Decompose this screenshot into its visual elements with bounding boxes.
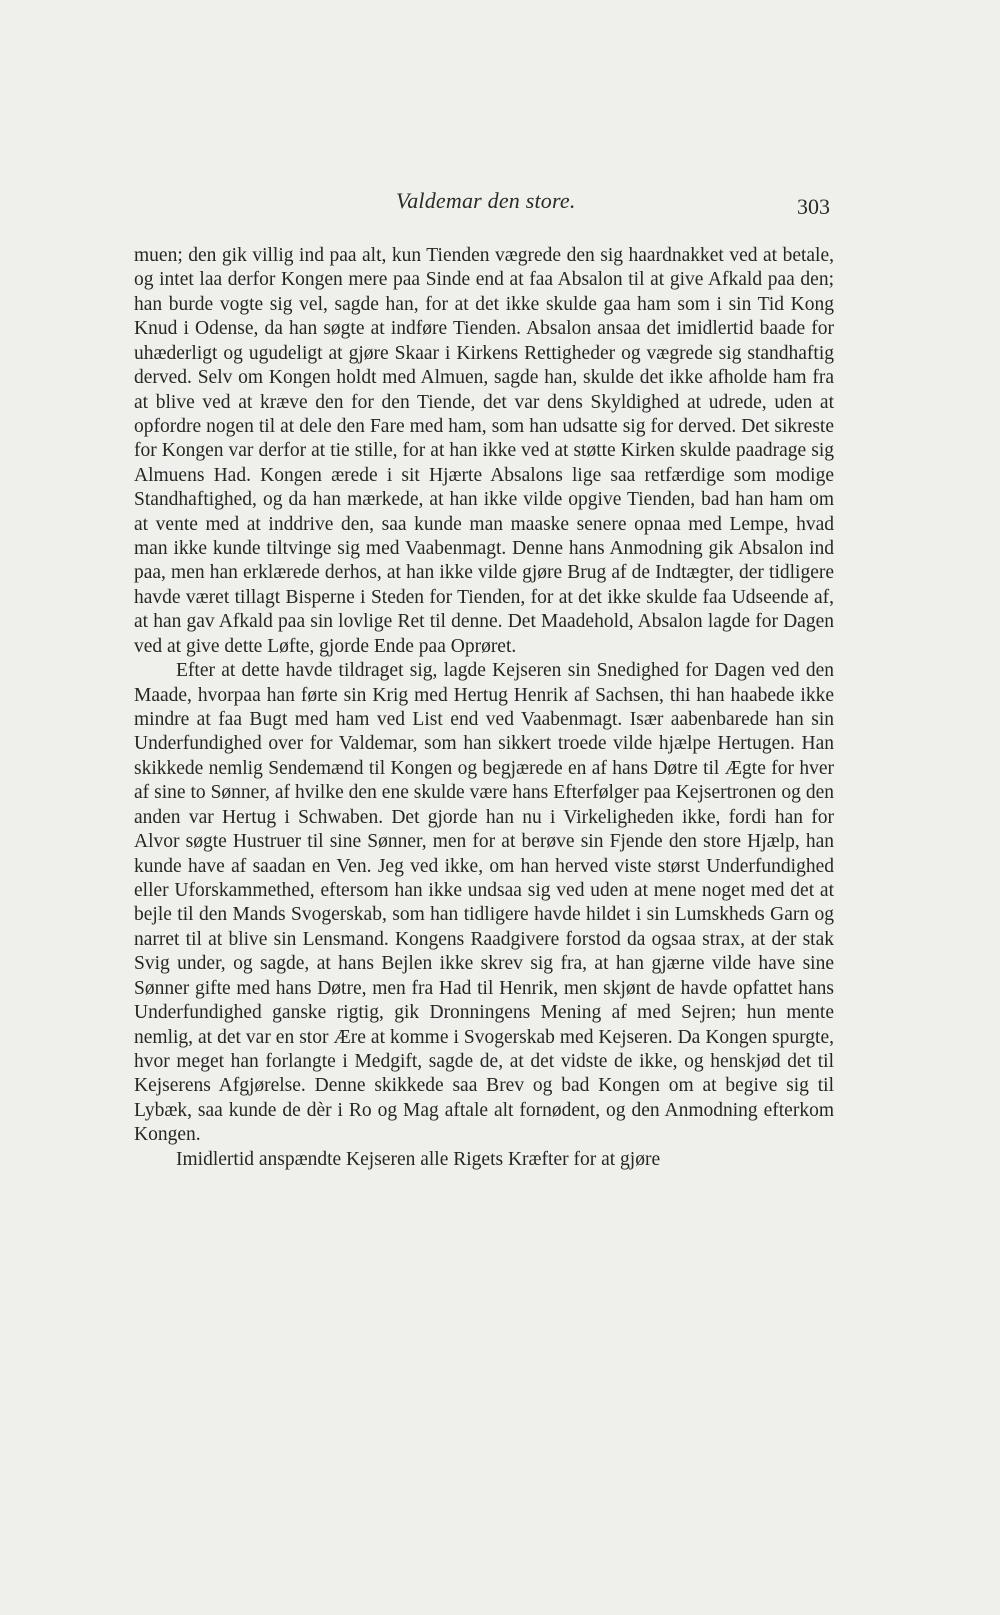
page-header	[134, 188, 834, 222]
page-number: 303	[797, 194, 830, 219]
running-title: Valdemar den store.	[396, 188, 576, 213]
paragraph-2: Efter at dette havde tildraget sig, lagde Kejseren sin Snedighed for Dagen ved den Maade, hvorpaa han førte sin Krig med Hertug Henrik af Sachsen, thi han haabede ikke mindre at faa Bugt med ham ved List end ved Vaabenmagt. Især aabenbarede han sin Underfundighed over for Valdemar, som han sikkert troede vilde hjælpe Hertugen. Han skikkede nemlig Sendemænd til Kongen og begjærede en af hans Døtre til Ægte for hver af sine to Sønner, af hvilke den ene skulde være hans Efterfølger paa Kejsertronen og den anden var Hertug i Schwaben. Det gjorde han nu i Virkeligheden ikke, fordi han for Alvor søgte Hustruer til sine Sønner, men for at berøve sin Fjende den store Hjælp, han kunde have af saadan en Ven. Jeg ved ikke, om han herved viste størst Underfundighed eller Uforskammethed, eftersom han ikke undsaa sig ved uden at mene noget med det at bejle til den Mands Svogerskab, som han tidligere havde hildet i sin Lumskheds Garn og narret til at blive sin Lensmand. Kongens Raadgivere forstod da ogsaa strax, at der stak Svig under, og sagde, at hans Bejlen ikke skrev sig fra, at han gjærne vilde have sine Sønner gifte med hans Døtre, men fra Had til Henrik, men skjønt de havde opfattet hans Underfundighed ganske rigtig, gik Dronningens Mening af med Sejren; hun mente nemlig, at det var en stor Ære at komme i Svogerskab med Kejseren. Da Kongen spurgte, hvor meget han forlangte i Medgift, sagde de, at det vidste de ikke, og henskjød det til Kejserens Afgjørelse. Denne skikkede saa Brev og bad Kongen om at begive sig til Lybæk, saa kunde de dèr i Ro og Mag aftale alt fornødent, og den Anmodning efterkom Kongen.	[134, 660, 834, 1146]
paragraph-1: muen; den gik villig ind paa alt, kun Tienden vægrede den sig haardnakket ved at betale, og intet laa derfor Kongen mere paa Sinde end at faa Absalon til at give Afkald paa den; han burde vogte sig vel, sagde han, for at det ikke skulde gaa ham som i sin Tid Kong Knud i Odense, da han søgte at indføre Tienden. Absalon ansaa det imidlertid baade for uhæderligt og ugudeligt at gjøre Skaar i Kirkens Rettigheder og vægrede sig standhaftig derved. Selv om Kongen holdt med Almuen, sagde han, skulde det ikke afholde ham fra at blive ved at kræve den for den Tiende, det var dens Skyldighed at udrede, uden at opfordre nogen til at dele den Fare med ham, som han udsatte sig for derved. Det sikreste for Kongen var derfor at tie stille, for at han ikke ved at støtte Kirken skulde paadrage sig Almuens Had. Kongen ærede i sit Hjærte Absalons lige saa retfærdige som modige Standhaftighed, og da han mærkede, at han ikke vilde opgive Tienden, bad han ham om at vente med at inddrive den, saa kunde man maaske senere opnaa med Lempe, hvad man ikke kunde tiltvinge sig med Vaabenmagt. Denne hans Anmodning gik Absalon ind paa, men han erklærede derhos, at han ikke vilde gjøre Brug af de Indtægter, der tidligere havde været tillagt Bisperne i Steden for Tienden, for at det ikke skulde faa Udseende af, at han gav Afkald paa sin lovlige Ret til denne. Det Maadehold, Absalon lagde for Dagen ved at give dette Løfte, gjorde Ende paa Oprøret.	[134, 245, 834, 657]
paragraph-3: Imidlertid anspændte Kejseren alle Rigets Kræfter for at gjøre	[176, 1148, 661, 1170]
body-text	[134, 244, 834, 1172]
